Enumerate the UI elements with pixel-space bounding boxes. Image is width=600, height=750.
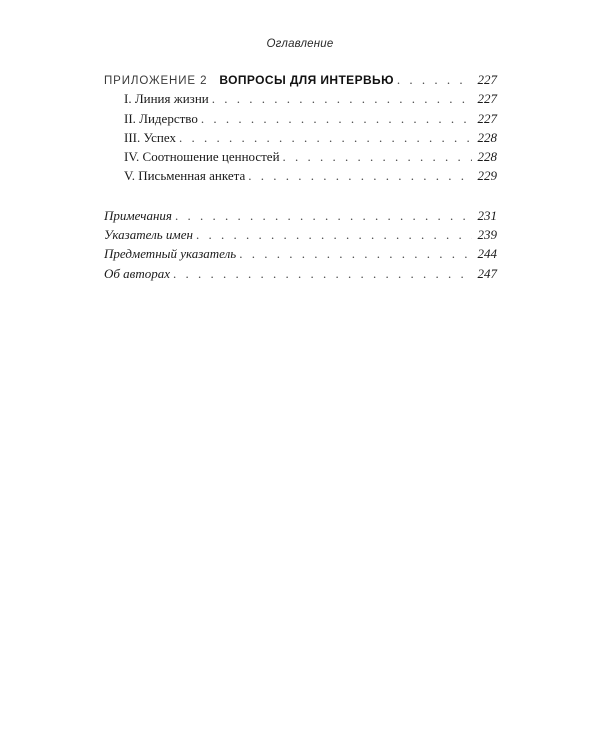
page-number: 227 — [477, 110, 497, 126]
dot-leader — [179, 128, 472, 147]
dot-leader — [239, 244, 472, 263]
dot-leader — [196, 225, 472, 244]
toc-entry-leadership[interactable] — [104, 109, 497, 128]
toc-entry-written-questionnaire[interactable] — [104, 166, 497, 185]
page-number: 227 — [477, 72, 497, 87]
appendix-label: ПРИЛОЖЕНИЕ 2 — [104, 75, 208, 87]
toc-entry-life-line[interactable] — [104, 89, 497, 108]
entry-title: Предметный указатель — [104, 246, 237, 262]
page-number: 239 — [477, 227, 497, 243]
entry-title: I. Линия жизни — [124, 91, 209, 107]
toc-entry-success[interactable] — [104, 128, 497, 147]
dot-leader — [283, 147, 472, 166]
page-number: 247 — [477, 265, 497, 281]
dot-leader — [397, 70, 472, 89]
page-number: 231 — [477, 207, 497, 223]
running-head: Оглавление — [266, 38, 334, 50]
page-number: 228 — [477, 149, 497, 165]
entry-title: III. Успех — [124, 129, 176, 145]
toc-entry-name-index[interactable] — [104, 225, 497, 244]
entry-title: Об авторах — [104, 265, 170, 281]
dot-leader — [173, 264, 472, 283]
toc-entry-values-ratio[interactable] — [104, 147, 497, 166]
dot-leader — [248, 166, 472, 185]
dot-leader — [212, 89, 472, 108]
entry-title: Примечания — [104, 207, 172, 223]
toc-entry-subject-index[interactable] — [104, 244, 497, 263]
dot-leader — [175, 206, 472, 225]
entry-title: IV. Соотношение ценностей — [124, 149, 280, 165]
page-number: 244 — [477, 246, 497, 262]
section-gap — [104, 186, 497, 206]
toc-entry-about-authors[interactable] — [104, 264, 497, 283]
page-number: 227 — [477, 91, 497, 107]
toc-entry-notes[interactable] — [104, 206, 497, 225]
entry-title: II. Лидерство — [124, 110, 198, 126]
entry-title: V. Письменная анкета — [124, 168, 246, 184]
appendix-title: ВОПРОСЫ ДЛЯ ИНТЕРВЬЮ — [219, 73, 394, 87]
dot-leader — [201, 109, 472, 128]
toc-entry-appendix[interactable] — [104, 70, 497, 89]
page-number: 228 — [477, 129, 497, 145]
table-of-contents — [104, 70, 497, 283]
page-number: 229 — [477, 168, 497, 184]
entry-title: Указатель имен — [104, 227, 193, 243]
